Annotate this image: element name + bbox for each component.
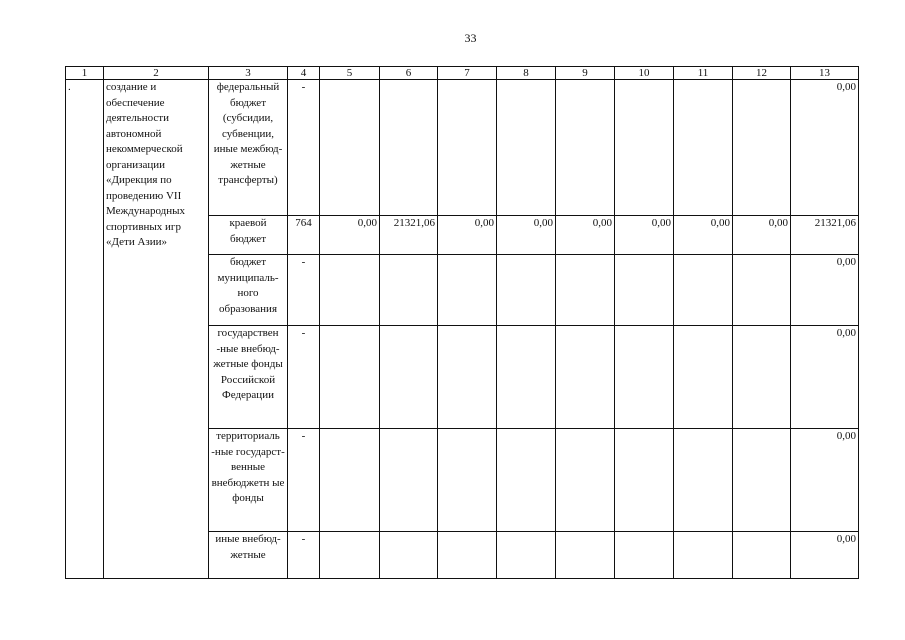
- value-cell: [556, 429, 615, 532]
- value-cell: [497, 532, 556, 579]
- total-cell: 0,00: [791, 80, 859, 216]
- row-marker: .: [66, 80, 104, 579]
- funding-source: государствен -ные внебюд-жетные фонды Российской Федерации: [209, 326, 288, 429]
- column-header: 3: [209, 67, 288, 80]
- value-cell: [615, 532, 674, 579]
- value-cell: [733, 326, 791, 429]
- value-cell: [497, 429, 556, 532]
- column-header: 10: [615, 67, 674, 80]
- funding-source: федеральный бюджет (субсидии, субвенции, иные межбюд-жетные трансферты): [209, 80, 288, 216]
- funding-source: иные внебюд-жетные: [209, 532, 288, 579]
- value-cell: [497, 255, 556, 326]
- total-cell: 0,00: [791, 532, 859, 579]
- value-cell: 0,00: [674, 216, 733, 255]
- value-cell: [320, 429, 380, 532]
- value-cell: [320, 532, 380, 579]
- value-cell: [556, 255, 615, 326]
- value-cell: [733, 255, 791, 326]
- column-header: 5: [320, 67, 380, 80]
- value-cell: 0,00: [438, 216, 497, 255]
- value-cell: [674, 80, 733, 216]
- value-cell: [320, 326, 380, 429]
- value-cell: [615, 255, 674, 326]
- column-header: 7: [438, 67, 497, 80]
- value-cell: 0,00: [320, 216, 380, 255]
- value-cell: [556, 80, 615, 216]
- column-header: 9: [556, 67, 615, 80]
- value-cell: [320, 255, 380, 326]
- budget-table: [65, 66, 859, 579]
- budget-code: 764: [288, 216, 320, 255]
- page-number: 33: [464, 31, 477, 45]
- total-cell: 0,00: [791, 255, 859, 326]
- funding-source: краевой бюджет: [209, 216, 288, 255]
- value-cell: [733, 429, 791, 532]
- column-header: 8: [497, 67, 556, 80]
- value-cell: 0,00: [615, 216, 674, 255]
- value-cell: [733, 532, 791, 579]
- budget-code: -: [288, 429, 320, 532]
- value-cell: [556, 532, 615, 579]
- value-cell: [497, 326, 556, 429]
- value-cell: 0,00: [733, 216, 791, 255]
- column-header: 12: [733, 67, 791, 80]
- value-cell: [674, 429, 733, 532]
- column-header: 6: [380, 67, 438, 80]
- total-cell: 0,00: [791, 429, 859, 532]
- value-cell: 0,00: [497, 216, 556, 255]
- column-header: 11: [674, 67, 733, 80]
- column-header-row: [66, 67, 859, 80]
- funding-source: бюджет муниципаль-ного образования: [209, 255, 288, 326]
- total-cell: 0,00: [791, 326, 859, 429]
- total-cell: 21321,06: [791, 216, 859, 255]
- value-cell: [556, 326, 615, 429]
- value-cell: [674, 326, 733, 429]
- value-cell: [497, 80, 556, 216]
- value-cell: [380, 326, 438, 429]
- value-cell: [380, 255, 438, 326]
- value-cell: [615, 429, 674, 532]
- column-header: 1: [66, 67, 104, 80]
- column-header: 13: [791, 67, 859, 80]
- funding-source: территориаль -ные государст-венные внебюджетн ые фонды: [209, 429, 288, 532]
- value-cell: [320, 80, 380, 216]
- value-cell: [674, 255, 733, 326]
- value-cell: [615, 80, 674, 216]
- value-cell: [438, 532, 497, 579]
- value-cell: [438, 429, 497, 532]
- value-cell: 0,00: [556, 216, 615, 255]
- budget-code: -: [288, 80, 320, 216]
- value-cell: [674, 532, 733, 579]
- value-cell: [380, 532, 438, 579]
- budget-code: -: [288, 532, 320, 579]
- value-cell: [380, 429, 438, 532]
- budget-code: -: [288, 255, 320, 326]
- value-cell: [438, 80, 497, 216]
- value-cell: 21321,06: [380, 216, 438, 255]
- value-cell: [380, 80, 438, 216]
- value-cell: [615, 326, 674, 429]
- column-header: 2: [104, 67, 209, 80]
- value-cell: [733, 80, 791, 216]
- budget-code: -: [288, 326, 320, 429]
- value-cell: [438, 255, 497, 326]
- event-description: создание и обеспечение деятельности автономной некоммерческой организации «Дирекция по проведению VII Международных спортивных игр «Дети Азии»: [104, 80, 209, 579]
- value-cell: [438, 326, 497, 429]
- table-row-federal: [66, 80, 859, 216]
- column-header: 4: [288, 67, 320, 80]
